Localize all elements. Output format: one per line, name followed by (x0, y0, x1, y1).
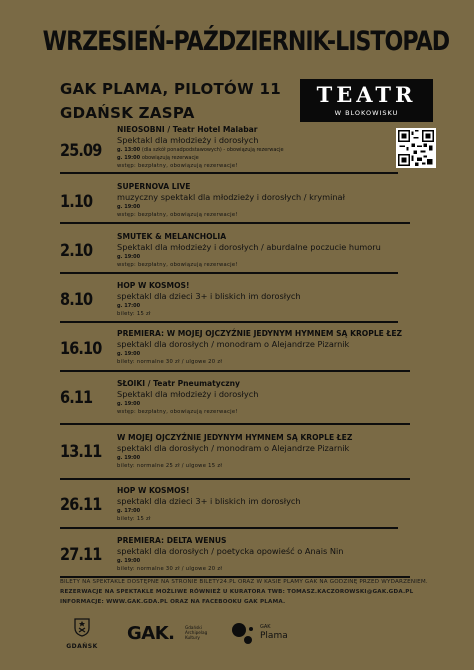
event-time: g. 19:00 obowiązują rezerwacje (117, 155, 199, 161)
event-name: HOP W KOSMOS! (117, 281, 190, 290)
teatr-logo (300, 79, 433, 122)
event-time: g. 19:00 (117, 351, 141, 357)
event-description: Spektakl dla młodzieży i dorosłych / aburdalne poczucie humoru (117, 242, 381, 252)
event-name: PREMIERA: DELTA WENUS (117, 536, 227, 545)
venue-address: GAK PLAMA, PILOTÓW 11 (60, 80, 281, 98)
event-date: 16.10 (60, 339, 102, 359)
event-time: g. 19:00 (117, 254, 141, 260)
footer-information: INFORMACJE: WWW.GAK.GDA.PL ORAZ NA FACEBOOKU GAK PLAMA. (60, 599, 286, 605)
event-ticket: wstęp: bezpłatny, obowiązują rezerwacje! (117, 212, 238, 218)
event-name: SŁOIKI / Teatr Pneumatyczny (117, 379, 241, 388)
event-description: spektakl dla dorosłych / poetycka opowieść o Anais Nin (117, 546, 344, 556)
divider (60, 272, 398, 274)
event-description: spektakl dla dzieci 3+ i bliskich im dorosłych (117, 496, 301, 506)
event-info (117, 232, 457, 269)
divider (60, 222, 410, 224)
venue-district: GDAŃSK ZASPA (60, 104, 195, 122)
event-name: PREMIERA: W MOJEJ OJCZYŹNIE JEDYNYM HYMNEM SĄ KROPLE ŁEZ (117, 329, 403, 338)
gdansk-crest-icon (72, 617, 92, 637)
event-date: 6.11 (60, 388, 93, 408)
plama-logo-small: GAK (260, 624, 271, 630)
page-title: WRZESIEŃ-PAŹDZIERNIK-LISTOPAD (42, 26, 450, 57)
event-ticket: wstęp: bezpłatny, obowiązują rezerwacje! (117, 262, 238, 268)
event-description: spektakl dla dorosłych / monodram o Alejandrze Pizarnik (117, 339, 350, 349)
divider (60, 478, 410, 480)
event-info (117, 125, 457, 170)
event-info (117, 536, 457, 573)
event-ticket: bilety: 15 zł (117, 516, 151, 522)
event-date: 13.11 (60, 442, 102, 462)
event-ticket: wstęp: bezpłatny, obowiązują rezerwacje! (117, 163, 238, 169)
footer-tickets-info: BILETY NA SPEKTAKLE DOSTĘPNE NA STRONIE BILETY24.PL ORAZ W KASIE PLAMY GAK NA GODZINĘ PRZED WYDARZENIEM. (60, 579, 428, 585)
event-description: muzyczny spektakl dla młodzieży i dorosłych / kryminał (117, 192, 345, 202)
plama-dots-icon (230, 621, 256, 647)
gak-logo (127, 623, 208, 644)
event-info (117, 433, 457, 470)
event-name: NIEOSOBNI / Teatr Hotel Malabar (117, 125, 258, 134)
gdansk-logo-text: GDAŃSK (66, 643, 98, 650)
gdansk-logo (62, 617, 102, 650)
gak-logo-subtitle: Gdański Archipelag Kultury (185, 625, 208, 640)
footer-reservations: REZERWACJE NA SPEKTAKLE MOŻLIWE RÓWNIEŻ U KURATORA TWB: TOMASZ.KACZOROWSKI@GAK.GDA.PL (60, 589, 414, 595)
event-time: g. 19:00 (117, 204, 141, 210)
event-info (117, 329, 457, 366)
divider (60, 172, 398, 174)
event-time: g. 17:00 (117, 303, 141, 309)
event-time: g. 19:00 (117, 455, 141, 461)
event-description: Spektakl dla młodzieży i dorosłych (117, 389, 259, 399)
event-date: 27.11 (60, 545, 102, 565)
teatr-logo-main: TEATR (316, 82, 417, 107)
event-name: HOP W KOSMOS! (117, 486, 190, 495)
event-date: 8.10 (60, 290, 93, 310)
event-ticket: bilety: normalne 30 zł / ulgowe 20 zł (117, 359, 223, 365)
event-time: g. 19:00 (117, 401, 141, 407)
divider (60, 370, 410, 372)
event-date: 1.10 (60, 192, 93, 212)
gak-logo-text: GAK. (127, 623, 175, 644)
event-time: g. 13:00 (dla szkół ponadpodstawowych) - obowiązują rezerwacje (117, 147, 284, 153)
event-date: 26.11 (60, 495, 102, 515)
event-ticket: bilety: 15 zł (117, 311, 151, 317)
event-date: 2.10 (60, 241, 93, 261)
event-ticket: bilety: normalne 25 zł / ulgowe 15 zł (117, 463, 223, 469)
event-description: spektakl dla dorosłych / monodram o Alejandrze Pizarnik (117, 443, 350, 453)
event-date: 25.09 (60, 141, 102, 161)
event-ticket: wstęp: bezpłatny, obowiązują rezerwacje! (117, 409, 238, 415)
event-info (117, 379, 457, 416)
sponsor-logos (0, 613, 474, 658)
event-info (117, 486, 457, 523)
divider (60, 527, 398, 529)
event-description: spektakl dla dzieci 3+ i bliskich im dorosłych (117, 291, 301, 301)
event-name: SMUTEK & MELANCHOLIA (117, 232, 227, 241)
event-time: g. 17:00 (117, 508, 141, 514)
event-description: Spektakl dla młodzieży i dorosłych (117, 135, 259, 145)
event-info (117, 281, 457, 318)
event-name: SUPERNOVA LIVE (117, 182, 191, 191)
event-name: W MOJEJ OJCZYŹNIE JEDYNYM HYMNEM SĄ KROPLE ŁEZ (117, 433, 353, 442)
event-ticket: bilety: normalne 30 zł / ulgowe 20 zł (117, 566, 223, 572)
divider (60, 423, 410, 425)
plama-logo-text: Plama (260, 631, 288, 641)
event-info (117, 182, 457, 219)
divider (60, 321, 398, 323)
teatr-logo-sub: W BLOKOWISKU (334, 109, 399, 117)
event-time: g. 19:00 (117, 558, 141, 564)
